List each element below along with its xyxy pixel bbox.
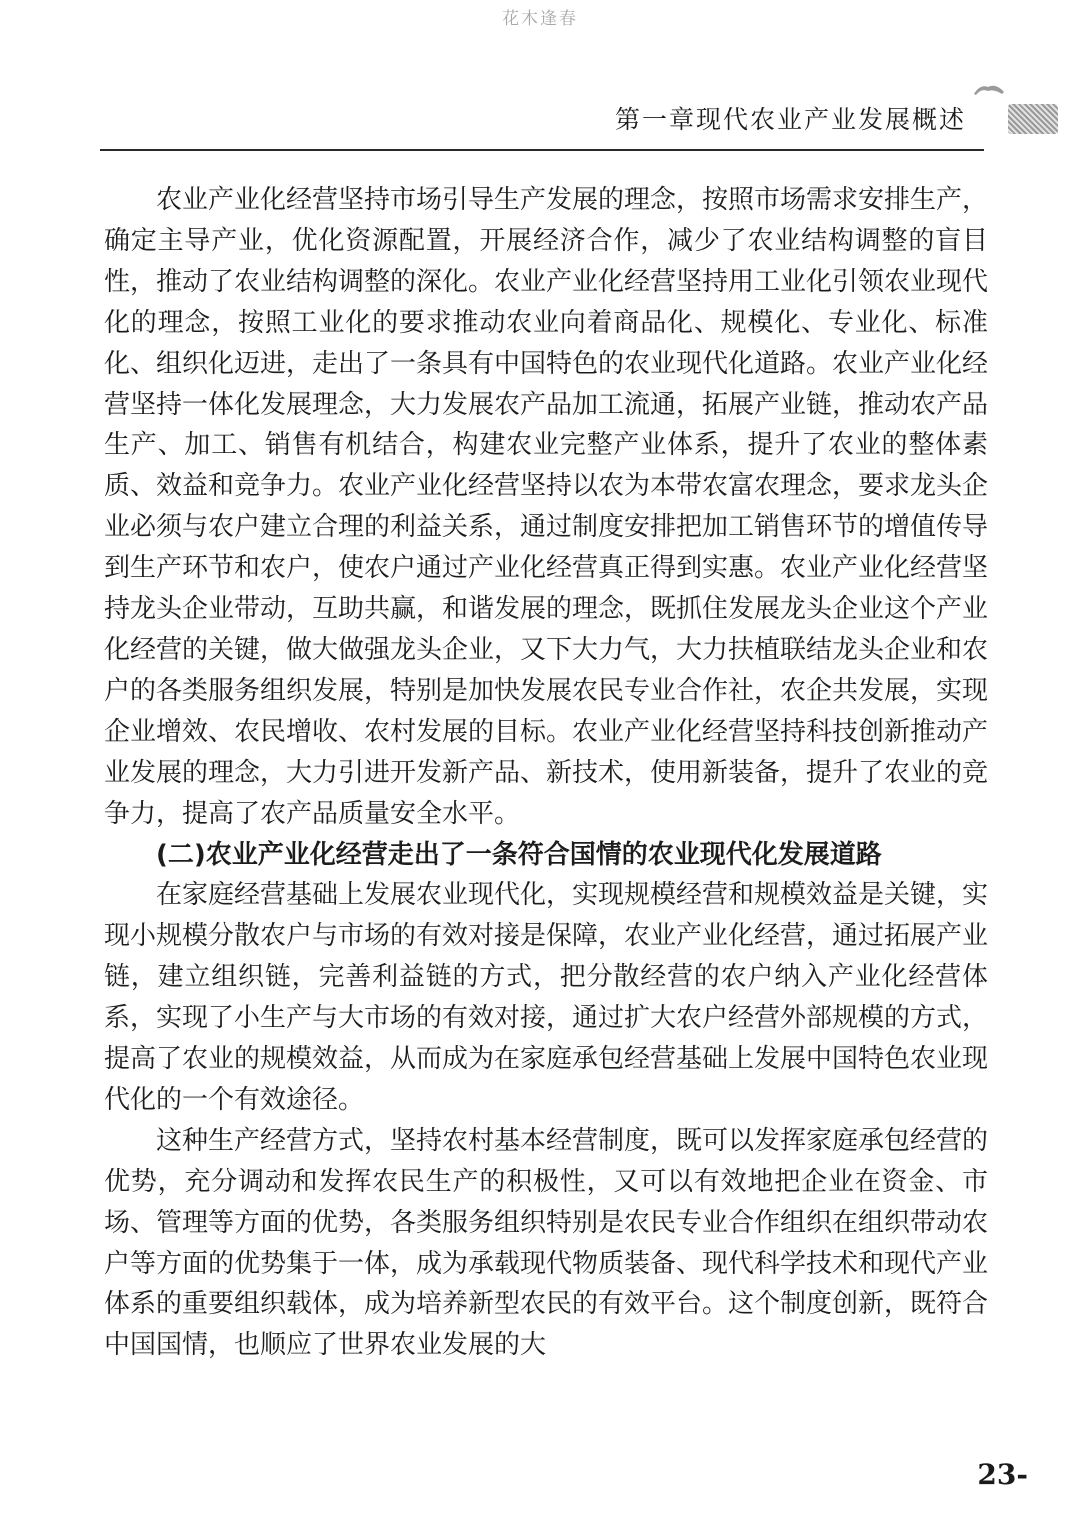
paragraph-1: 农业产业化经营坚持市场引导生产发展的理念，按照市场需求安排生产，确定主导产业，优化资源配置，开展经济合作，减少了农业结构调整的盲目性，推动了农业结构调整的深化。农业产业化经营坚持用工业化引领农业现代化的理念，按照工业化的要求推动农业向着商品化、规模化、专业化、标准化、组织化迈进，走出了一条具有中国特色的农业现代化道路。农业产业化经营坚持一体化发展理念，大力发展农产品加工流通，拓展产业链，推动农产品生产、加工、销售有机结合，构建农业完整产业体系，提升了农业的整体素质、效益和竞争力。农业产业化经营坚持以农为本带农富农理念，要求龙头企业必须与农户建立合理的利益关系，通过制度安排把加工销售环节的增值传导到生产环节和农户，使农户通过产业化经营真正得到实惠。农业产业化经营坚持龙头企业带动，互助共赢，和谐发展的理念，既抓住发展龙头企业这个产业化经营的关键，做大做强龙头企业，又下大力气，大力扶植联结龙头企业和农户的各类服务组织发展，特别是加快发展农民专业合作社，农企共发展，实现企业增效、农民增收、农村发展的目标。农业产业化经营坚持科技创新推动产业发展的理念，大力引进开发新产品、新技术，使用新装备，提升了农业的竞争力，提高了农产品质量安全水平。 [104, 185, 989, 829]
page-body [104, 180, 988, 1366]
header-divider [100, 149, 984, 151]
ink-stamp-mark [1008, 104, 1058, 134]
paragraph-2: 在家庭经营基础上发展农业现代化，实现规模经营和规模效益是关键，实现小规模分散农户与市场的有效对接是保障，农业产业化经营，通过拓展产业链，建立组织链，完善利益链的方式，把分散经营的农户纳入产业化经营体系，实现了小生产与大市场的有效对接，通过扩大农户经营外部规模的方式，提高了农业的规模效益，从而成为在家庭承包经营基础上发展中国特色农业现代化的一个有效途径。 [104, 880, 989, 1115]
page-number: 23- [977, 1458, 1028, 1491]
watermark-text: 花木逢春 [502, 9, 578, 29]
running-header: 第一章现代农业产业发展概述 [614, 105, 966, 134]
paragraph-3: 这种生产经营方式，坚持农村基本经营制度，既可以发挥家庭承包经营的优势，充分调动和发挥农民生产的积极性，又可以有效地把企业在资金、市场、管理等方面的优势，各类服务组织特别是农民专业合作组织在组织带动农户等方面的优势集于一体，成为承载现代物质装备、现代科学技术和现代产业体系的重要组织载体，成为培养新型农民的有效平台。这个制度创新，既符合中国国情，也顺应了世界农业发展的大 [104, 1125, 989, 1361]
ink-smudge-icon [972, 82, 1006, 96]
section-heading: (二)农业产业化经营走出了一条符合国情的农业现代化发展道路 [156, 839, 882, 870]
